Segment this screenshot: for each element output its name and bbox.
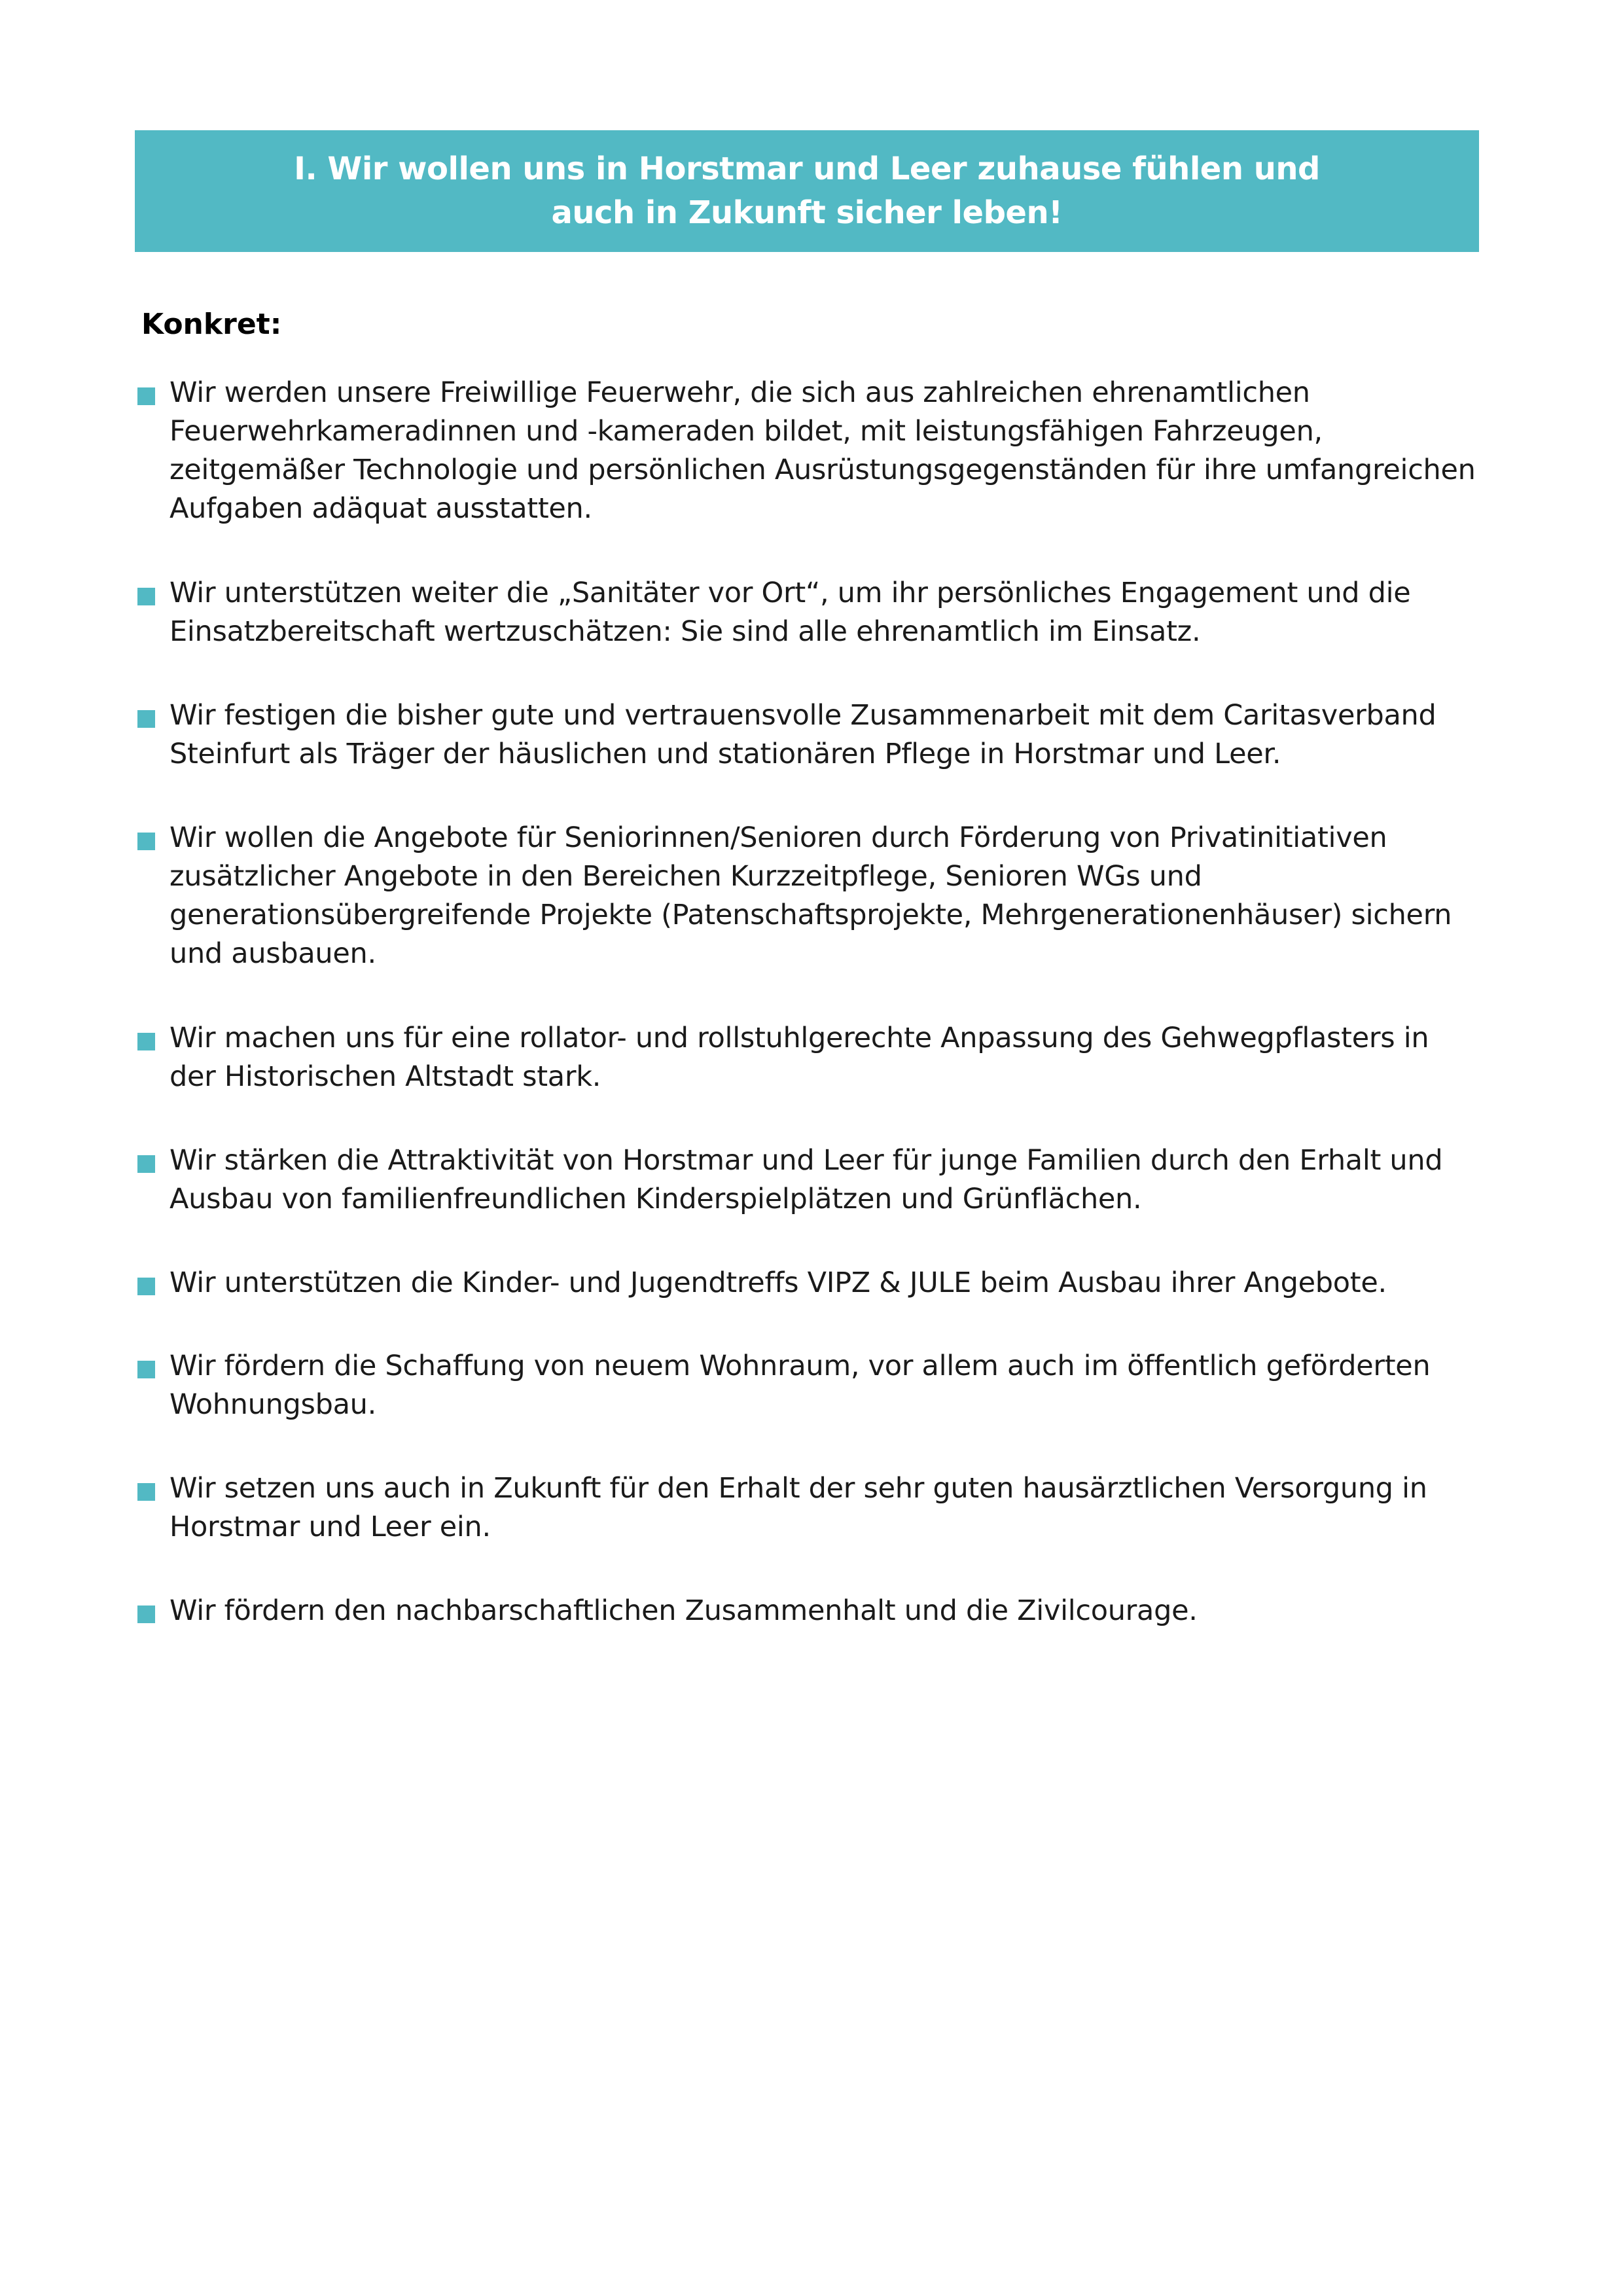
list-item-text: Wir festigen die bisher gute und vertrauensvolle Zusammenarbeit mit dem Caritasverband Steinfurt als Träger der häuslichen und stationären Pflege in Horstmar und Leer. bbox=[169, 699, 1436, 770]
square-bullet-icon bbox=[137, 1483, 155, 1501]
list-item-text: Wir wollen die Angebote für Seniorinnen/Senioren durch Förderung von Privatinitiativen zusätzlicher Angebote in den Bereichen Kurzzeitpflege, Senioren WGs und generationsübergreifende Projekte (Patenschaftsprojekte, Mehrgenerationenhäuser) sichern und ausbauen. bbox=[169, 821, 1452, 970]
square-bullet-icon bbox=[137, 588, 155, 605]
square-bullet-icon bbox=[137, 1278, 155, 1295]
list-item-text: Wir stärken die Attraktivität von Horstmar und Leer für junge Familien durch den Erhalt und Ausbau von familienfreundlichen Kinderspielplätzen und Grünflächen. bbox=[169, 1144, 1443, 1215]
square-bullet-icon bbox=[137, 1605, 155, 1623]
list-item-text: Wir werden unsere Freiwillige Feuerwehr, die sich aus zahlreichen ehrenamtlichen Feuerwehrkameradinnen und -kameraden bildet, mit leistungsfähigen Fahrzeugen, zeitgemäßer Technologie und persönlichen Ausrüstungsgegenständen für ihre umfangreichen Aufgaben adäquat ausstatten. bbox=[169, 376, 1476, 525]
list-item-text: Wir machen uns für eine rollator- und rollstuhlgerechte Anpassung des Gehwegpflasters in der Historischen Altstadt stark. bbox=[169, 1022, 1429, 1093]
square-bullet-icon bbox=[137, 1033, 155, 1050]
square-bullet-icon bbox=[137, 833, 155, 850]
list-item-text: Wir setzen uns auch in Zukunft für den Erhalt der sehr guten hausärztlichen Versorgung in Horstmar und Leer ein. bbox=[169, 1472, 1427, 1543]
list-item-text: Wir unterstützen weiter die „Sanitäter vor Ort“, um ihr persönliches Engagement und die Einsatzbereitschaft wertzuschätzen: Sie sind alle ehrenamtlich im Einsatz. bbox=[169, 577, 1411, 648]
square-bullet-icon bbox=[137, 1155, 155, 1173]
list-item-text: Wir unterstützen die Kinder- und Jugendtreffs VIPZ & JULE beim Ausbau ihrer Angebote. bbox=[169, 1266, 1387, 1299]
square-bullet-icon bbox=[137, 387, 155, 405]
list-item-text: Wir fördern den nachbarschaftlichen Zusammenhalt und die Zivilcourage. bbox=[169, 1594, 1198, 1627]
subheading-konkret: Konkret: bbox=[141, 308, 282, 341]
section-header-band bbox=[135, 130, 1479, 252]
list-item-text: Wir fördern die Schaffung von neuem Wohnraum, vor allem auch im öffentlich geförderten Wohnungsbau. bbox=[169, 1350, 1431, 1421]
section-title: I. Wir wollen uns in Horstmar und Leer zuhause fühlen und auch in Zukunft sicher leben! bbox=[294, 151, 1320, 231]
square-bullet-icon bbox=[137, 1361, 155, 1378]
square-bullet-icon bbox=[137, 710, 155, 728]
